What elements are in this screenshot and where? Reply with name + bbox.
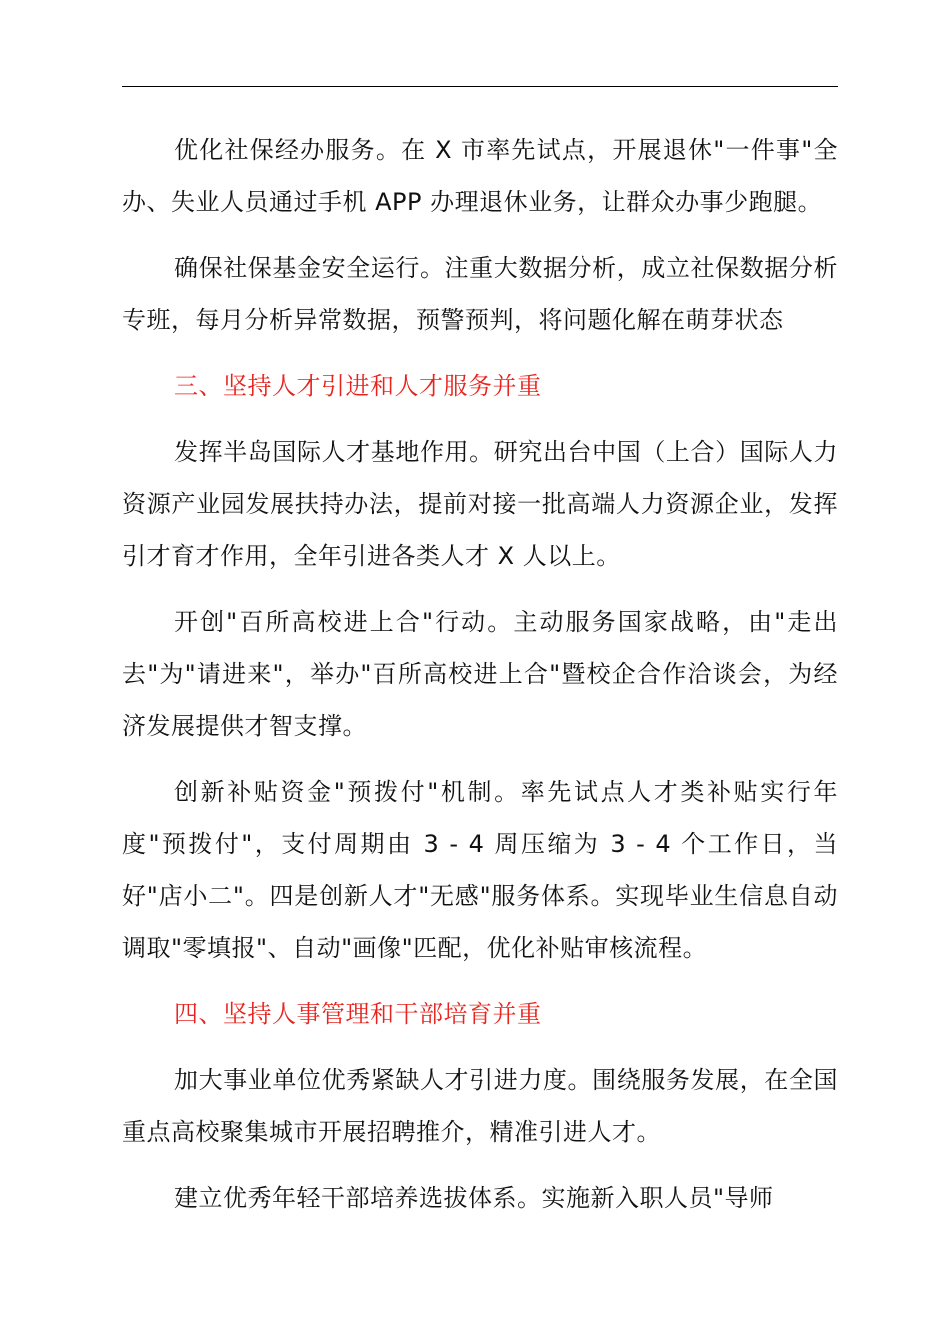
paragraph-fund-safety: 确保社保基金安全运行。注重大数据分析，成立社保数据分析专班，每月分析异常数据，预警预判，将问题化解在萌芽状态 xyxy=(122,254,838,334)
section-heading-3: 三、坚持人才引进和人才服务并重 xyxy=(174,372,542,400)
document-body xyxy=(122,124,838,1224)
paragraph-hundred-universities: 开创"百所高校进上合"行动。主动服务国家战略，由"走出去"为"请进来"，举办"百所高校进上合"暨校企合作洽谈会，为经济发展提供才智支撑。 xyxy=(122,608,838,740)
paragraph-talent-recruitment: 加大事业单位优秀紧缺人才引进力度。围绕服务发展，在全国重点高校聚集城市开展招聘推介，精准引进人才。 xyxy=(122,1066,838,1146)
header-rule xyxy=(122,86,838,87)
section-heading-4: 四、坚持人事管理和干部培育并重 xyxy=(174,1000,542,1028)
paragraph-social-security-service: 优化社保经办服务。在 X 市率先试点，开展退休"一件事"全办、失业人员通过手机 APP 办理退休业务，让群众办事少跑腿。 xyxy=(122,136,838,216)
paragraph-subsidy-prepayment: 创新补贴资金"预拨付"机制。率先试点人才类补贴实行年度"预拨付"，支付周期由 3 - 4 周压缩为 3 - 4 个工作日，当好"店小二"。四是创新人才"无感"服务体系。实现毕业生信息自动调取"零填报"、自动"画像"匹配，优化补贴审核流程。 xyxy=(122,778,838,962)
paragraph-young-cadres: 建立优秀年轻干部培养选拔体系。实施新入职人员"导师 xyxy=(174,1184,774,1212)
paragraph-talent-base: 发挥半岛国际人才基地作用。研究出台中国（上合）国际人力资源产业园发展扶持办法，提前对接一批高端人力资源企业，发挥引才育才作用，全年引进各类人才 X 人以上。 xyxy=(122,438,838,570)
